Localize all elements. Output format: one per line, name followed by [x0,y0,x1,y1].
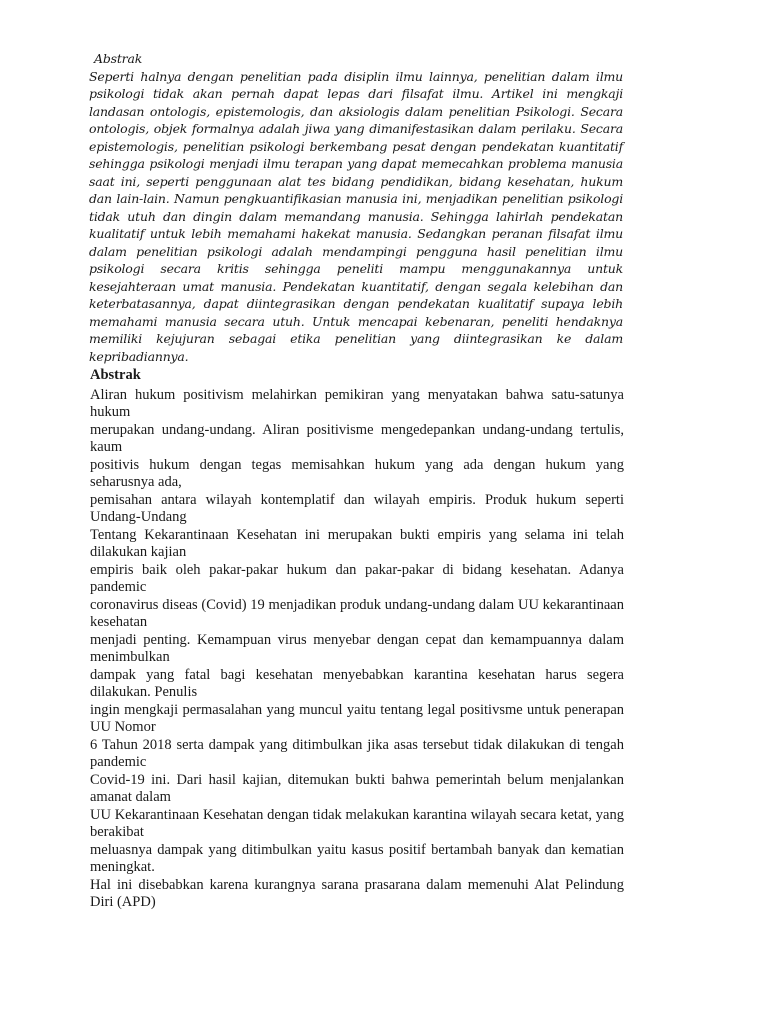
abstract-line: Hal ini disebabkan karena kurangnya sarana prasarana dalam memenuhi Alat Pelindung Diri (APD) [90,876,624,910]
abstract-title-bold: Abstrak [90,367,141,383]
abstract-psychology [89,50,623,365]
abstract-line: Covid-19 ini. Dari hasil kajian, ditemukan bukti bahwa pemerintah belum menjalankan amanat dalam [90,771,624,805]
abstract-title-italic: Abstrak [94,51,143,66]
abstract-line: ingin mengkaji permasalahan yang muncul yaitu tentang legal positivsme untuk penerapan UU Nomor [90,701,624,735]
abstract-line: menjadi penting. Kemampuan virus menyebar dengan cepat dan kemampuannya dalam menimbulkan [90,631,624,665]
abstract-line: empiris baik oleh pakar-pakar hukum dan pakar-pakar di bidang kesehatan. Adanya pandemic [90,561,624,595]
abstract-line: merupakan undang-undang. Aliran positivisme mengedepankan undang-undang tertulis, kaum [90,421,624,455]
abstract-line: 6 Tahun 2018 serta dampak yang ditimbulkan jika asas tersebut tidak dilakukan di tengah pandemic [90,736,624,770]
abstract-line: Aliran hukum positivism melahirkan pemikiran yang menyatakan bahwa satu-satunya hukum [90,386,624,420]
abstract-line: Tentang Kekarantinaan Kesehatan ini merupakan bukti empiris yang selama ini telah dilakukan kajian [90,526,624,560]
abstract-line: UU Kekarantinaan Kesehatan dengan tidak melakukan karantina wilayah secara ketat, yang berakibat [90,806,624,840]
abstract-line: coronavirus diseas (Covid) 19 menjadikan produk undang-undang dalam UU kekarantinaan kesehatan [90,596,624,630]
abstract-line: pemisahan antara wilayah kontemplatif dan wilayah empiris. Produk hukum seperti Undang-Undang [90,491,624,525]
abstract-body-italic: Seperti halnya dengan penelitian pada disiplin ilmu lainnya, penelitian dalam ilmu psikologi tidak akan pernah dapat lepas dari filsafat ilmu. Artikel ini mengkaji landasan ontologis, epistemologis, dan aksiologis dalam penelitian Psikologi. Secara ontologis, objek formalnya adalah jiwa yang dimanifestasikan dalam perilaku. Secara epistemologis, penelitian psikologi berkembang pesat dengan pendekatan kuantitatif sehingga psikologi menjadi ilmu terapan yang dapat memecahkan problema manusia saat ini, seperti penggunaan alat tes bidang pendidikan, bidang kesehatan, hukum dan lain-lain. Namun pengkuantifikasian manusia ini, menjadikan penelitian psikologi tidak utuh dan dingin dalam memandang manusia. Sehingga lahirlah pendekatan kualitatif untuk lebih memahami hakekat manusia. Sedangkan peranan filsafat ilmu dalam penelitian psikologi adalah mendampingi pengguna hasil penelitian ilmu psikologi secara kritis sehingga peneliti mampu menggunakannya untuk kesejahteraan umat manusia. Pendekatan kuantitatif, dengan segala kelebihan dan keterbatasannya, dapat diintegrasikan dengan pendekatan kualitatif supaya lebih memahami manusia secara utuh. Untuk mencapai kebenaran, peneliti hendaknya memiliki kejujuran sebagai etika penelitian yang diintegrasikan ke dalam kepribadiannya. [89,68,623,364]
abstract-line: dampak yang fatal bagi kesehatan menyebabkan karantina kesehatan harus segera dilakukan. Penulis [90,666,624,700]
abstract-line: meluasnya dampak yang ditimbulkan yaitu kasus positif bertambah banyak dan kematian meningkat. [90,841,624,875]
abstract-law [90,367,624,912]
abstract-line: positivis hukum dengan tegas memisahkan hukum yang ada dengan hukum yang seharusnya ada, [90,456,624,490]
